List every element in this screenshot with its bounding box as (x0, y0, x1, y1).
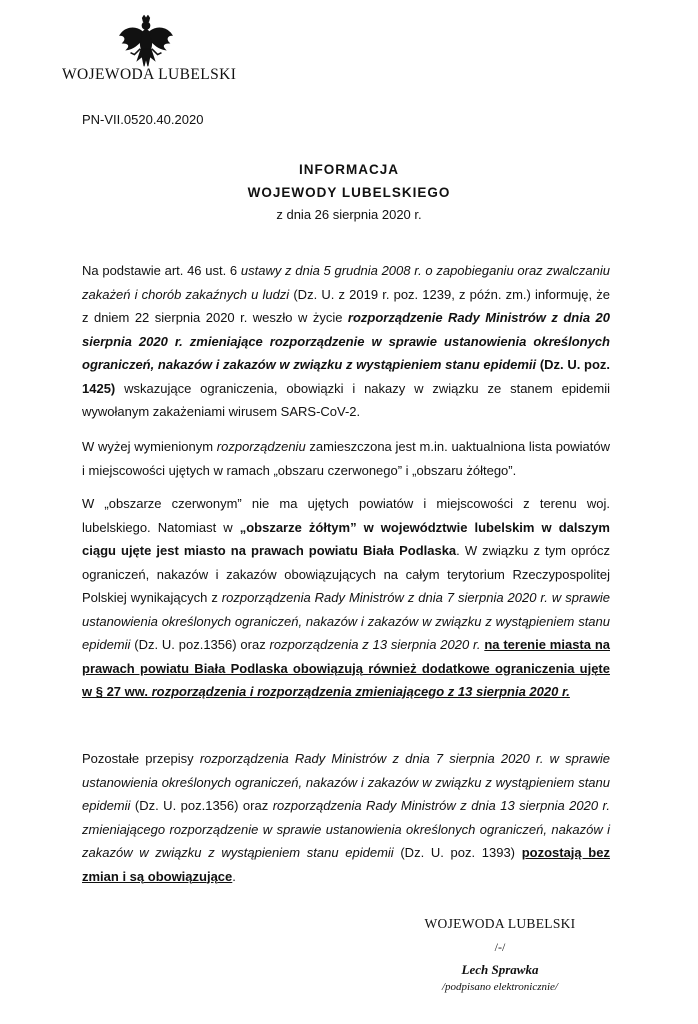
paragraph-remaining-provisions (82, 747, 610, 888)
text-run: W „obszarze czerwonym” nie ma ujętych powiatów i miejscowości z terenu woj. lubelskiego. Natomiast w (82, 496, 610, 535)
paragraph-zone-list (82, 435, 610, 482)
signature-mark: /-/ (494, 940, 506, 954)
text-run: Pozostałe przepisy (82, 751, 200, 766)
remain-in-force-bold: pozostają bez zmian i są obowiązujące (82, 845, 610, 884)
paragraph-legal-basis (82, 259, 610, 424)
amending-regulation-italic: rozporządzenia Rady Ministrów z dnia 13 sierpnia 2020 r. zmieniającego rozporządzenie w sprawie ustanowienia określonych ograniczeń, nakazów i zakazów w związku z wystąpieniem stanu epidemii (82, 798, 611, 860)
signatory-role: WOJEWODA LUBELSKI (424, 916, 576, 931)
yellow-zone-bold: „obszarze żółtym” w województwie lubelskim w dalszym ciągu ujęte jest miasto na prawach powiatu Biała Podlaska (82, 519, 610, 558)
text-run: (Dz. U. poz. 1393) (393, 845, 522, 860)
document-date: z dnia 26 sierpnia 2020 r. (276, 207, 422, 222)
text-run: . (232, 868, 236, 884)
additional-restrictions-bold: na terenie miasta na prawach powiatu Biała Podlaska obowiązują również dodatkowe ograniczenia ujęte w § 27 ww. (82, 637, 610, 699)
regulation-italic: rozporządzeniu (216, 439, 306, 454)
text-run: W wyżej wymienionym (82, 439, 217, 454)
signatory-name: Lech Sprawka (461, 962, 539, 977)
text-run: . W związku z tym oprócz ograniczeń, nakazów i zakazów obowiązujących na całym terytorium Rzeczypospolitej Polskiej wynikających z (82, 543, 610, 605)
case-reference-number: PN-VII.0520.40.2020 (82, 112, 204, 127)
paragraph-zone-details (82, 492, 610, 704)
text-run: (Dz. U. poz.1356) oraz (130, 798, 273, 813)
polish-eagle-emblem-icon (117, 14, 175, 72)
electronic-signature-note: /podpisano elektronicznie/ (442, 981, 558, 993)
journal-reference-bold: (Dz. U. poz. 1425) (82, 357, 610, 396)
law-title-italic: ustawy z dnia 5 grudnia 2008 r. o zapobieganiu oraz zwalczaniu zakażeń i chorób zakaźnych u ludzi (82, 263, 610, 302)
regulation-title-bold: rozporządzenie Rady Ministrów z dnia 20 sierpnia 2020 r. zmieniające rozporządzenie w sprawie ustanowienia określonych ograniczeń, nakazów i zakazów w związku z wystąpieniem stanu epidemii (82, 310, 610, 372)
regulation-date-italic: rozporządzenia z 13 sierpnia 2020 r. (269, 637, 481, 652)
text-run: zamieszczona jest m.in. uaktualniona lista powiatów i miejscowości ujętych w ramach „obszaru czerwonego” i „obszaru żółtego”. (82, 439, 610, 478)
document-subtitle: WOJEWODY LUBELSKIEGO (247, 185, 451, 200)
document-title: INFORMACJA (299, 162, 399, 177)
issuer-name: WOJEWODA LUBELSKI (62, 66, 237, 83)
regulation-title-italic: rozporządzenia Rady Ministrów z dnia 7 sierpnia 2020 r. w sprawie ustanowienia określonych ograniczeń, nakazów i zakazów w związku z wystąpieniem stanu epidemii (82, 590, 610, 652)
text-run: (Dz. U. z 2019 r. poz. 1239, z późn. zm.) informuję, że z dniem 22 sierpnia 2020 r. weszło w życie (82, 286, 610, 325)
regulation-title-italic: rozporządzenia Rady Ministrów z dnia 7 sierpnia 2020 r. w sprawie ustanowienia określonych ograniczeń, nakazów i zakazów w związku z wystąpieniem stanu epidemii (82, 751, 610, 813)
text-run: Na podstawie art. 46 ust. 6 (82, 263, 241, 278)
amending-regulation-bold-italic: rozporządzenia i rozporządzenia zmieniającego z 13 sierpnia 2020 r. (151, 684, 570, 699)
text-run: (Dz. U. poz.1356) oraz (130, 637, 270, 652)
text-run: wskazujące ograniczenia, obowiązki i nakazy w związku ze stanem epidemii wywołanym zakażeniami wirusem SARS-CoV-2. (82, 380, 610, 419)
